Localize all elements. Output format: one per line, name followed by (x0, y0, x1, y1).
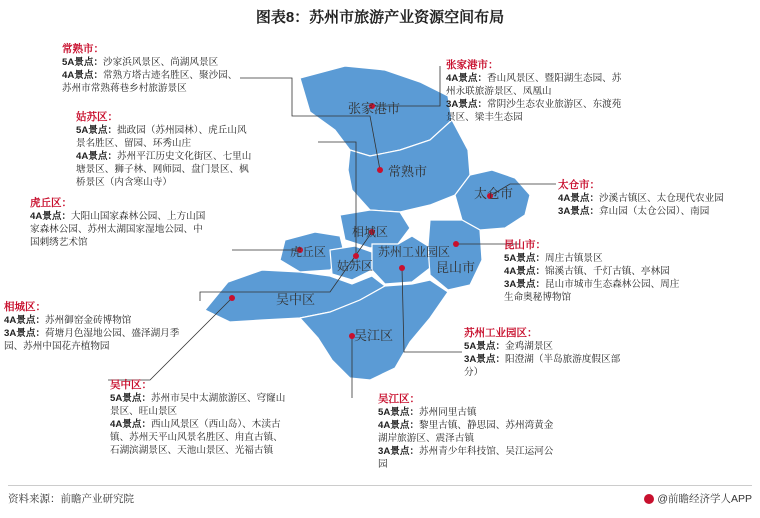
district-heading: 张家港市： (446, 59, 499, 71)
district-heading: 吴中区： (110, 379, 152, 391)
district-box-huqiu (30, 196, 205, 249)
brand-credit (644, 491, 752, 506)
marker-sip (399, 265, 405, 271)
chart-title: 图表8：苏州市旅游产业资源空间布局 (255, 9, 505, 26)
district-line: 4A景点：西山风景区（西山岛）、木渎古 (110, 419, 281, 430)
district-line: 州永联旅游景区、凤凰山 (446, 86, 552, 97)
district-line: 3A景点：阳澄湖（半岛旅游度假区部 (464, 354, 621, 365)
district-line: 5A景点：拙政园（苏州园林）、虎丘山风 (76, 125, 247, 136)
district-line: 4A景点：沙溪古镇区、太仓现代农业园 (558, 193, 724, 204)
district-line: 湖岸旅游区、震泽古镇 (378, 433, 474, 444)
district-line: 3A景点：常阴沙生态农业旅游区、东渡苑 (446, 99, 622, 110)
district-line: 石湖滨湖景区、天池山景区、光福古镇 (110, 445, 274, 456)
district-line: 桥景区（内含寒山寺） (76, 177, 172, 188)
marker-kunshan (453, 241, 459, 247)
label-wujiang: 吴江区 (354, 328, 394, 343)
district-line: 园、苏州中国花卉植物园 (4, 341, 110, 352)
district-heading: 太仓市： (558, 179, 600, 191)
district-box-taicang (558, 178, 724, 218)
district-line: 4A景点：香山风景区、暨阳湖生态园、苏 (446, 73, 622, 84)
source-note: 资料来源：前瞻产业研究院 (8, 493, 134, 505)
district-line: 国刺绣艺术馆 (30, 237, 88, 248)
district-line: 景区、梁丰生态园 (446, 112, 523, 123)
marker-changshu (377, 167, 383, 173)
district-box-xiangcheng (4, 300, 179, 353)
district-line: 5A景点：周庄古镇景区 (504, 253, 603, 264)
label-huqiu: 虎丘区 (290, 245, 327, 259)
label-sip: 苏州工业园区 (378, 245, 451, 259)
district-line: 5A景点：沙家浜风景区、尚湖风景区 (62, 57, 219, 68)
district-box-wujiang (378, 392, 553, 471)
brand-logo-icon (644, 494, 654, 504)
district-line: 4A景点：苏州御窑金砖博物馆 (4, 315, 132, 326)
marker-wuzhong (229, 295, 235, 301)
district-line: 景区、旺山景区 (110, 406, 178, 417)
district-line: 5A景点：苏州市吴中太湖旅游区、穹窿山 (110, 393, 286, 404)
district-box-gusu (76, 110, 251, 189)
district-box-changshu (62, 42, 237, 95)
district-line: 4A景点：大阳山国家森林公园、上方山国 (30, 211, 206, 222)
district-line: 苏州市常熟蒋巷乡村旅游景区 (62, 83, 187, 94)
district-line: 景名胜区、留园、环秀山庄 (76, 138, 192, 149)
district-heading: 相城区： (4, 301, 46, 313)
district-heading: 吴江区： (378, 393, 420, 405)
district-line: 3A景点：昆山市城市生态森林公园、周庄 (504, 279, 680, 290)
brand-text: @前瞻经济学人APP (657, 493, 752, 505)
label-zhangjiagang: 张家港市 (348, 101, 401, 116)
district-box-wuzhong (110, 378, 285, 457)
district-line: 4A景点：锦溪古镇、千灯古镇、亭林园 (504, 266, 670, 277)
label-kunshan: 昆山市 (436, 260, 476, 275)
label-wuzhong: 吴中区 (276, 292, 316, 307)
district-line: 3A景点：荷塘月色湿地公园、盛泽湖月季 (4, 328, 180, 339)
district-line: 5A景点：金鸡湖景区 (464, 341, 554, 352)
district-heading: 常熟市： (62, 43, 104, 55)
district-line: 3A景点：弇山园（太仓公园）、南园 (558, 206, 710, 217)
label-taicang: 太仓市 (474, 186, 514, 201)
district-box-sip (464, 326, 620, 379)
district-heading: 姑苏区： (76, 111, 118, 123)
district-line: 园 (378, 459, 388, 470)
district-line: 塘景区、狮子林、网师园、盘门景区、枫 (76, 164, 249, 175)
district-line: 镇、苏州天平山风景名胜区、甪直古镇、 (110, 432, 283, 443)
footer-divider (8, 485, 752, 486)
district-line: 分） (464, 367, 484, 378)
district-heading: 虎丘区： (30, 197, 72, 209)
district-line: 4A景点：苏州平江历史文化街区、七里山 (76, 151, 252, 162)
label-xiangcheng: 相城区 (352, 225, 389, 239)
district-heading: 苏州工业园区： (464, 327, 538, 339)
district-line: 4A景点：常熟方塔古迹名胜区、聚沙园、 (62, 70, 238, 81)
district-line: 家森林公园、苏州太湖国家湿地公园、中 (30, 224, 203, 235)
district-line: 5A景点：苏州同里古镇 (378, 407, 477, 418)
district-line: 4A景点：黎里古镇、静思园、苏州湾黄金 (378, 420, 554, 431)
district-line: 3A景点：苏州青少年科技馆、吴江运河公 (378, 446, 554, 457)
label-gusu: 姑苏区 (337, 259, 374, 273)
label-changshu: 常熟市 (388, 164, 428, 179)
district-box-kunshan (504, 238, 679, 304)
district-heading: 昆山市： (504, 239, 546, 251)
district-line: 生命奥秘博物馆 (504, 292, 572, 303)
district-box-zhangjiagang (446, 58, 621, 124)
